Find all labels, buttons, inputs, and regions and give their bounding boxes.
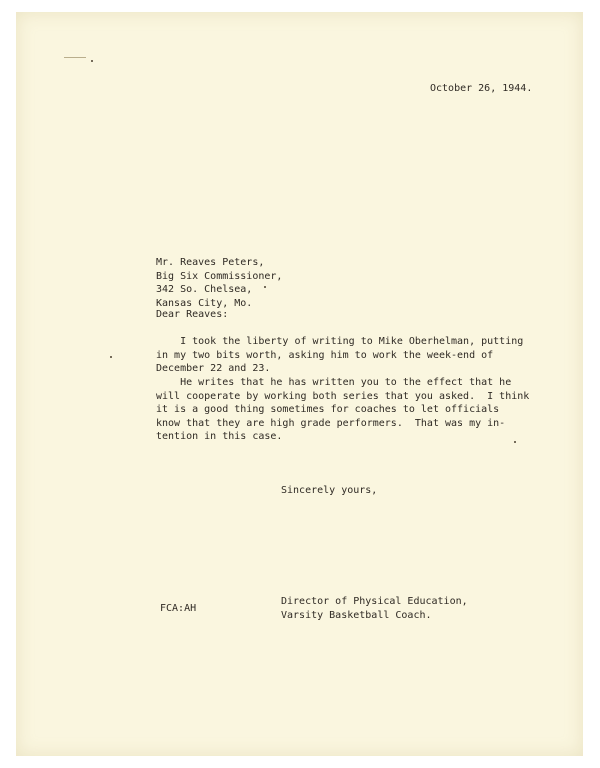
paragraph-line: I took the liberty of writing to Mike Oberhelman, putting bbox=[156, 336, 524, 347]
complimentary-close: Sincerely yours, bbox=[281, 485, 378, 496]
letter-date: October 26, 1944. bbox=[430, 83, 533, 94]
paper-mark bbox=[64, 57, 86, 58]
body-paragraph-1 bbox=[156, 335, 523, 376]
address-line: Kansas City, Mo. bbox=[156, 297, 253, 309]
signature-title: Varsity Basketball Coach. bbox=[281, 609, 432, 621]
address-line: Big Six Commissioner, bbox=[156, 270, 283, 282]
paragraph-line: know that they are high grade performers. That was my in- bbox=[156, 417, 506, 429]
paragraph-line: December 22 and 23. bbox=[156, 363, 271, 374]
paragraph-line: it is a good thing sometimes for coaches to let officials bbox=[156, 404, 500, 415]
address-line: 342 So. Chelsea, bbox=[156, 284, 253, 295]
signature-block bbox=[281, 595, 468, 622]
salutation: Dear Reaves: bbox=[156, 309, 229, 320]
paper-speck bbox=[514, 441, 516, 443]
paper-speck bbox=[264, 286, 266, 288]
recipient-address bbox=[156, 256, 282, 310]
reference-initials: FCA:AH bbox=[160, 603, 197, 614]
letter-page bbox=[16, 12, 583, 756]
paper-speck bbox=[110, 356, 112, 358]
paper-speck bbox=[91, 60, 93, 62]
signature-title: Director of Physical Education, bbox=[281, 596, 468, 607]
address-line: Mr. Reaves Peters, bbox=[156, 257, 265, 268]
paragraph-line: in my two bits worth, asking him to work the week-end of bbox=[156, 349, 494, 361]
paragraph-line: will cooperate by working both series that you asked. I think bbox=[156, 390, 530, 402]
paragraph-line: He writes that he has written you to the effect that he bbox=[156, 377, 512, 388]
body-paragraph-2 bbox=[156, 376, 529, 444]
paragraph-line: tention in this case. bbox=[156, 431, 283, 442]
